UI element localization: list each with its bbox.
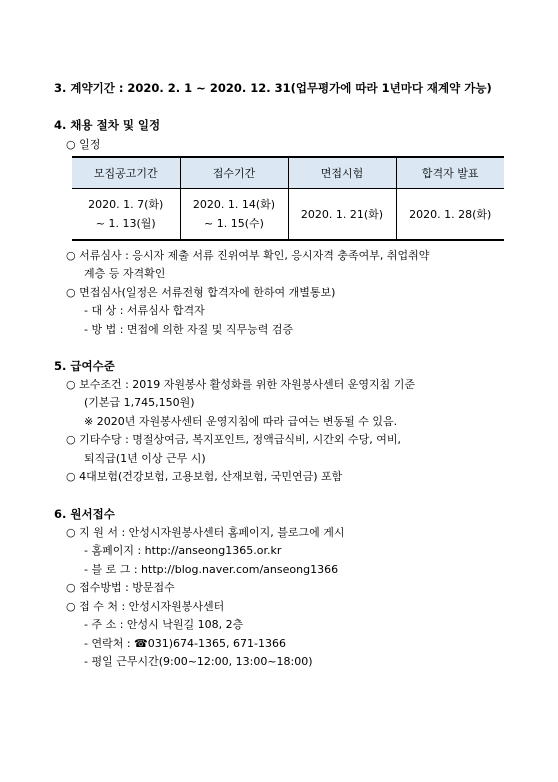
working-hours: - 평일 근무시간(9:00~12:00, 13:00~18:00) xyxy=(84,655,313,668)
section-5-heading: 5. 급여수준 xyxy=(54,359,115,373)
interview-method: - 방 법 : 면접에 의한 자질 및 직무능력 검증 xyxy=(84,323,294,336)
header-recruit-period: 모집공고기간 xyxy=(72,157,180,189)
pay-condition-line-1: ○ 보수조건 : 2019 자원봉사 활성화를 위한 자원봉사센터 운영지침 기준 xyxy=(66,378,416,391)
blog-link[interactable]: - 블 로 그 : http://blog.naver.com/anseong1366 xyxy=(84,563,339,576)
header-announcement: 합격자 발표 xyxy=(396,157,504,189)
cell-line: ~ 1. 13(월) xyxy=(95,217,156,230)
cell-recruit-period xyxy=(72,189,180,241)
pay-condition-line-2: (기본급 1,745,150원) xyxy=(84,396,195,409)
schedule-table xyxy=(72,156,504,241)
section-4-heading: 4. 채용 절차 및 일정 xyxy=(54,118,161,132)
contract-period: 3. 계약기간 : 2020. 2. 1 ~ 2020. 12. 31(업무평가에 따라 1년마다 재계약 가능) xyxy=(54,81,492,95)
header-interview: 면접시험 xyxy=(288,157,396,189)
cell-line: ~ 1. 15(수) xyxy=(204,217,264,230)
contact-phone: - 연락처 : ☎031)674-1365, 671-1366 xyxy=(84,637,286,650)
insurance: ○ 4대보험(건강보험, 고용보험, 산재보험, 국민연금) 포함 xyxy=(66,470,343,483)
header-receipt-period: 접수기간 xyxy=(180,157,288,189)
doc-review-line-2: 계층 등 자격확인 xyxy=(84,267,166,280)
table-row xyxy=(72,189,504,241)
cell-receipt-period xyxy=(180,189,288,241)
schedule-label: ○ 일정 xyxy=(66,138,101,151)
cell-interview-date xyxy=(288,189,396,241)
interview-target: - 대 상 : 서류심사 합격자 xyxy=(84,304,205,317)
allowance-line-1: ○ 기타수당 : 명절상여금, 복지포인트, 정액급식비, 시간외 수당, 여비, xyxy=(66,433,402,446)
section-6-heading: 6. 원서접수 xyxy=(54,507,115,521)
allowance-line-2: 퇴직급(1년 이상 근무 시) xyxy=(84,452,206,465)
cell-line: 2020. 1. 7(화) xyxy=(88,198,164,211)
cell-announcement-date xyxy=(396,189,504,241)
interview-review: ○ 면접심사(일정은 서류전형 합격자에 한하여 개별통보) xyxy=(66,286,336,299)
salary-note: ※ 2020년 자원봉사센터 운영지침에 따라 급여는 변동될 수 있음. xyxy=(84,415,398,428)
address: - 주 소 : 안성시 낙원길 108, 2층 xyxy=(84,618,244,631)
receipt-office: ○ 접 수 처 : 안성시자원봉사센터 xyxy=(66,600,225,613)
cell-line: 2020. 1. 21(화) xyxy=(300,207,384,221)
homepage-link[interactable]: - 홈페이지 : http://anseong1365.or.kr xyxy=(84,544,282,557)
receipt-method: ○ 접수방법 : 방문접수 xyxy=(66,581,175,594)
table-header-row xyxy=(72,157,504,189)
doc-review-line-1: ○ 서류심사 : 응시자 제출 서류 진위여부 확인, 응시자격 충족여부, 취업취약 xyxy=(66,249,430,262)
cell-line: 2020. 1. 28(화) xyxy=(409,207,492,221)
application-form: ○ 지 원 서 : 안성시자원봉사센터 홈페이지, 블로그에 게시 xyxy=(66,526,345,539)
cell-line: 2020. 1. 14(화) xyxy=(192,198,276,211)
